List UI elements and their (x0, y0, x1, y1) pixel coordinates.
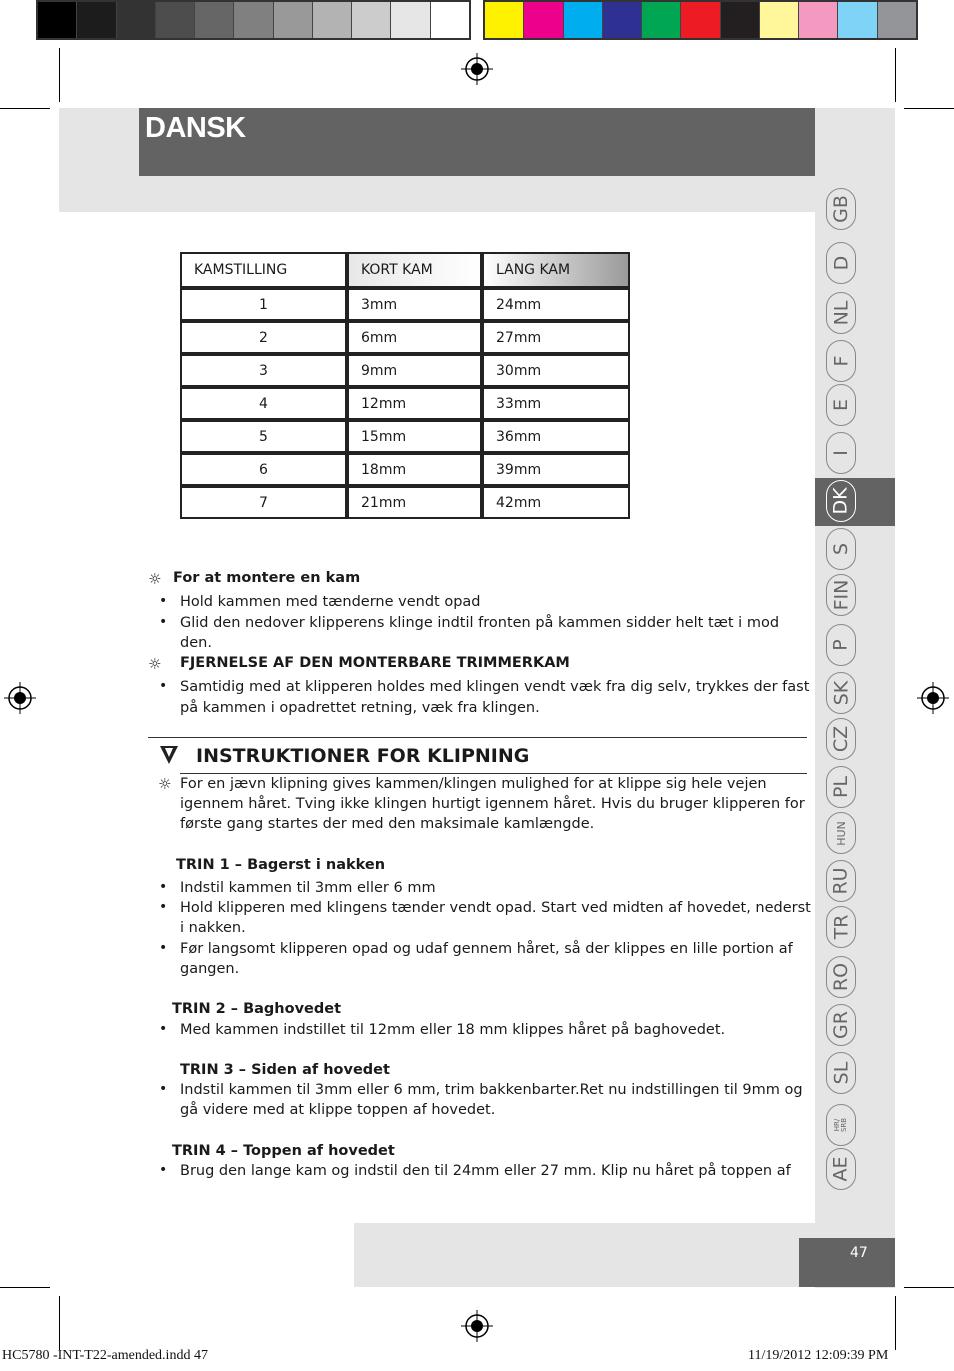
table-cell: 4 (180, 387, 347, 420)
mount-bullet-1: Hold kammen med tænderne vendt opad (180, 594, 481, 610)
language-tab-label: GR (830, 1011, 852, 1039)
table-cell: 2 (180, 321, 347, 354)
language-tab-label: D (829, 255, 852, 271)
color-swatch (838, 2, 877, 38)
sun-bullet-icon: ☼ (158, 775, 172, 793)
table-row (180, 354, 630, 387)
color-swatch (721, 2, 760, 38)
table-row (180, 453, 630, 486)
table-header: KORT KAM (347, 252, 482, 288)
section-title: INSTRUKTIONER FOR KLIPNING (196, 745, 530, 767)
language-tab-label: HUN (834, 820, 848, 846)
language-tab-dk[interactable] (826, 480, 856, 522)
step1-heading: TRIN 1 – Bagerst i nakken (176, 857, 386, 873)
table-cell: 15mm (347, 420, 482, 453)
step4-bullet-1: Brug den lange kam og indstil den til 24mm eller 27 mm. Klip nu håret på toppen af (180, 1163, 791, 1179)
table-cell: 27mm (482, 321, 630, 354)
bullet: • (159, 678, 168, 694)
footer-date: 11/19/2012 12:09:39 PM (748, 1348, 889, 1363)
section-intro-line-2: igennem håret. Tving ikke klingen hurtigt igennem håret. Hvis du bruger klipperen for (180, 796, 805, 812)
mount-heading: For at montere en kam (173, 570, 361, 586)
table-row (180, 321, 630, 354)
language-tab-tr[interactable] (826, 906, 856, 948)
table-cell: 42mm (482, 486, 630, 519)
color-swatch (77, 2, 116, 38)
language-tab-label: DK (830, 487, 852, 515)
page-number: 47 (850, 1245, 868, 1261)
section-intro-line-1: For en jævn klipning gives kammen/klingen mulighed for at klippe sig hele vejen (180, 776, 767, 792)
table-cell: 1 (180, 288, 347, 321)
language-tab-ro[interactable] (826, 956, 856, 998)
table-cell: 9mm (347, 354, 482, 387)
grayscale-color-bar (36, 0, 471, 40)
color-swatch (524, 2, 563, 38)
table-cell: 6mm (347, 321, 482, 354)
language-tab-label: NL (830, 300, 852, 326)
color-swatch (564, 2, 603, 38)
table-cell: 12mm (347, 387, 482, 420)
language-tab-label: P (830, 639, 852, 651)
table-cell: 39mm (482, 453, 630, 486)
language-tab-label: E (829, 398, 852, 412)
mount-bullet-2-line-1: Glid den nedover klipperens klinge indtil fronten på kammen sidder helt tæt i mod (180, 615, 780, 631)
language-tab-gb[interactable] (826, 188, 856, 230)
language-tab-nl[interactable] (826, 292, 856, 334)
footer-file-name: HC5780 -INT-T22-amended.indd 47 (2, 1348, 208, 1363)
language-tab-label: GB (829, 195, 852, 223)
color-swatch (799, 2, 838, 38)
language-tab-cz[interactable] (826, 718, 856, 760)
table-row (180, 387, 630, 420)
sun-bullet-icon: ☼ (148, 655, 162, 673)
step1-bullet-1: Indstil kammen til 3mm eller 6 mm (180, 880, 436, 896)
sun-bullet-icon: ☼ (148, 570, 162, 588)
table-row (180, 288, 630, 321)
language-tab-label: SK (830, 680, 852, 706)
remove-bullet-1-line-1: Samtidig med at klipperen holdes med klingen vendt væk fra dig selv, trykkes der fast (180, 679, 810, 695)
registration-mark-icon (917, 682, 949, 714)
table-cell: 21mm (347, 486, 482, 519)
language-tab-p[interactable] (826, 624, 856, 666)
bullet: • (159, 899, 168, 915)
language-tab-label: AE (829, 1156, 852, 1182)
color-swatch (117, 2, 156, 38)
language-tab-label: F (830, 355, 852, 367)
step1-bullet-2-line-2: i nakken. (180, 920, 246, 936)
table-header: KAMSTILLING (180, 252, 347, 288)
table-cell: 7 (180, 486, 347, 519)
language-tab-label: I (829, 450, 852, 456)
language-tab-s[interactable] (826, 528, 856, 570)
crop-mark (904, 108, 954, 109)
table-cell: 30mm (482, 354, 630, 387)
bullet: • (159, 940, 168, 956)
step2-heading: TRIN 2 – Baghovedet (172, 1001, 342, 1017)
bullet: • (159, 614, 168, 630)
crop-mark (59, 48, 60, 102)
language-tab-label: CZ (829, 725, 852, 753)
bullet: • (159, 1081, 168, 1097)
color-swatch (234, 2, 273, 38)
table-cell: 5 (180, 420, 347, 453)
registration-mark-icon (461, 1310, 493, 1342)
crop-mark (895, 1296, 896, 1350)
color-swatch (681, 2, 720, 38)
language-tab-label: FIN (830, 579, 852, 611)
language-tab-f[interactable] (826, 340, 856, 382)
language-tab-label: S (830, 542, 852, 556)
color-swatch (352, 2, 391, 38)
comb-settings-table (180, 252, 630, 519)
language-tab-pl[interactable] (826, 766, 856, 808)
page-title: DANSK (145, 112, 246, 144)
language-tab-label: TR (830, 914, 852, 940)
section-intro-line-3: første gang startes der med den maksimale kamlængde. (180, 816, 595, 832)
table-cell: 3 (180, 354, 347, 387)
color-swatch (431, 2, 469, 38)
crop-mark (0, 1287, 50, 1288)
language-tab-gr[interactable] (826, 1004, 856, 1046)
step2-bullet-1: Med kammen indstillet til 12mm eller 18 mm klippes håret på baghovedet. (180, 1022, 726, 1038)
step4-heading: TRIN 4 – Toppen af hovedet (172, 1143, 395, 1159)
crop-mark (0, 108, 50, 109)
remove-bullet-1-line-2: på kammen i opadrettet retning, væk fra klingen. (180, 700, 540, 716)
color-swatch (313, 2, 352, 38)
table-cell: 3mm (347, 288, 482, 321)
bullet: • (159, 593, 168, 609)
table-row (180, 486, 630, 519)
table-cell: 18mm (347, 453, 482, 486)
step3-heading: TRIN 3 – Siden af hovedet (180, 1062, 390, 1078)
language-tab-label: RO (830, 962, 853, 992)
language-tab-label: PL (829, 775, 852, 799)
step3-bullet-1-line-1: Indstil kammen til 3mm eller 6 mm, trim bakkenbarter.Ret nu indstillingen til 9mm og (180, 1082, 803, 1098)
color-swatch (38, 2, 77, 38)
language-tab-label: HR/ SRB (832, 1117, 848, 1133)
table-row (180, 420, 630, 453)
language-tab-sk[interactable] (826, 672, 856, 714)
language-tab-hun[interactable] (826, 812, 856, 854)
step1-bullet-3-line-2: gangen. (180, 961, 240, 977)
table-cell: 6 (180, 453, 347, 486)
language-tab-sl[interactable] (826, 1052, 856, 1094)
crop-mark (59, 1296, 60, 1350)
section-rule-top (148, 737, 807, 738)
bullet: • (159, 1021, 168, 1037)
table-cell: 36mm (482, 420, 630, 453)
language-tab-label: SL (830, 1061, 852, 1085)
language-tab-ae[interactable] (826, 1148, 856, 1190)
language-tab-i[interactable] (826, 432, 856, 474)
color-swatch (156, 2, 195, 38)
mount-bullet-2-line-2: den. (180, 635, 212, 651)
table-header: LANG KAM (482, 252, 630, 288)
page-number-box (799, 1238, 895, 1287)
registration-mark-icon (4, 682, 36, 714)
color-swatch (878, 2, 916, 38)
bullet: • (159, 879, 168, 895)
step1-bullet-3-line-1: Før langsomt klipperen opad og udaf gennem håret, så der klippes en lille portion af (180, 941, 793, 957)
color-swatch (603, 2, 642, 38)
color-swatch (391, 2, 430, 38)
step1-bullet-2-line-1: Hold klipperen med klingens tænder vendt opad. Start ved midten af hovedet, nederst (180, 900, 811, 916)
language-tab-d[interactable] (826, 242, 856, 284)
color-swatch (642, 2, 681, 38)
color-swatch (195, 2, 234, 38)
crop-mark (895, 48, 896, 102)
language-tab-fin[interactable] (826, 574, 856, 616)
language-tab-label: RU (829, 867, 852, 895)
table-cell: 24mm (482, 288, 630, 321)
color-swatch (485, 2, 524, 38)
table-cell: 33mm (482, 387, 630, 420)
process-color-bar (483, 0, 918, 40)
step3-bullet-1-line-2: gå videre med at klippe toppen af hovedet. (180, 1102, 496, 1118)
crop-mark (904, 1287, 954, 1288)
color-swatch (274, 2, 313, 38)
language-tab-hrsrb[interactable] (826, 1104, 856, 1146)
bullet: • (159, 1162, 168, 1178)
registration-mark-icon (461, 53, 493, 85)
section-marker-icon (160, 746, 178, 764)
remove-heading: FJERNELSE AF DEN MONTERBARE TRIMMERKAM (180, 655, 570, 671)
color-swatch (760, 2, 799, 38)
language-tab-ru[interactable] (826, 860, 856, 902)
language-tab-e[interactable] (826, 384, 856, 426)
